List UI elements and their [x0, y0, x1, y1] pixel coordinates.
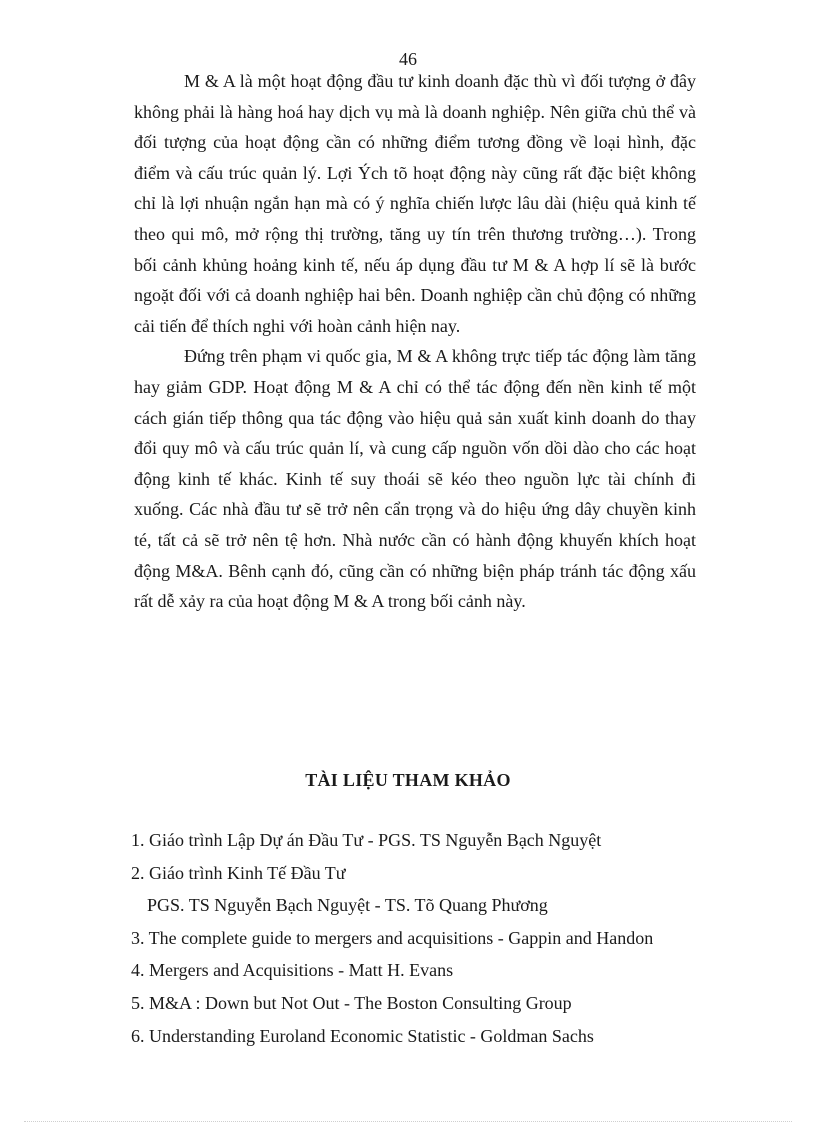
- paragraph-national-scope: Đứng trên phạm vi quốc gia, M & A không trực tiếp tác động làm tăng hay giảm GDP. Hoạt động M & A chỉ có thể tác động đến nền kinh tế một cách gián tiếp thông qua tác động vào hiệu quả sản xuất kinh doanh do thay đổi quy mô và cấu trúc quản lí, và cung cấp nguồn vốn dồi dào cho các hoạt động kinh tế khác. Kinh tế suy thoái sẽ kéo theo nguồn lực tài chính đi xuống. Các nhà đầu tư sẽ trở nên cẩn trọng và do hiệu ứng dây chuyền kinh té, tất cả sẽ trở nên tệ hơn. Nhà nước cần có hành động khuyến khích hoạt động M&A. Bênh cạnh đó, cũng cần có những biện pháp tránh tác động xấu rất dễ xảy ra của hoạt động M & A trong bối cảnh này.: [134, 346, 696, 612]
- page-number: 46: [399, 49, 417, 69]
- reference-item-2: 2. Giáo trình Kinh Tế Đầu Tư: [131, 862, 346, 883]
- reference-item-3: 3. The complete guide to mergers and acquisitions - Gappin and Handon: [131, 927, 654, 948]
- reference-item-2-authors: PGS. TS Nguyễn Bạch Nguyệt - TS. Tõ Quang Phương: [147, 895, 548, 916]
- references-title: TÀI LIỆU THAM KHẢO: [305, 770, 511, 790]
- reference-item-4: 4. Mergers and Acquisitions - Matt H. Evans: [131, 960, 454, 981]
- reference-item-1: 1. Giáo trình Lập Dự án Đầu Tư - PGS. TS Nguyễn Bạch Nguyệt: [131, 830, 602, 850]
- reference-item-6: 6. Understanding Euroland Economic Statistic - Goldman Sachs: [131, 1025, 594, 1046]
- page-bottom-divider: [24, 1121, 792, 1122]
- paragraph-ma-specific-investment: M & A là một hoạt động đầu tư kinh doanh đặc thù vì đối tượng ở đây không phải là hàng hoá hay dịch vụ mà là doanh nghiệp. Nên giữa chủ thể và đối tượng của hoạt động cần có những điểm tương đồng về loại hình, đặc điểm và cấu trúc quản lý. Lợi Ých tõ hoạt động này cũng rất đặc biệt không chỉ là lợi nhuận ngắn hạn mà có ý nghĩa chiến lược lâu dài (hiệu quả kinh tế theo qui mô, mở rộng thị trường, tăng uy tín trên thương trường…). Trong bối cảnh khủng hoảng kinh tế, nếu áp dụng đầu tư M & A hợp lí sẽ là bước ngoặt đối với cả doanh nghiệp hai bên. Doanh nghiệp cần chủ động có những cải tiến để thích nghi với hoàn cảnh hiện nay.: [134, 71, 696, 336]
- body-text: [134, 66, 696, 617]
- references-list: [131, 824, 731, 1052]
- reference-item-5: 5. M&A : Down but Not Out - The Boston Consulting Group: [131, 992, 572, 1013]
